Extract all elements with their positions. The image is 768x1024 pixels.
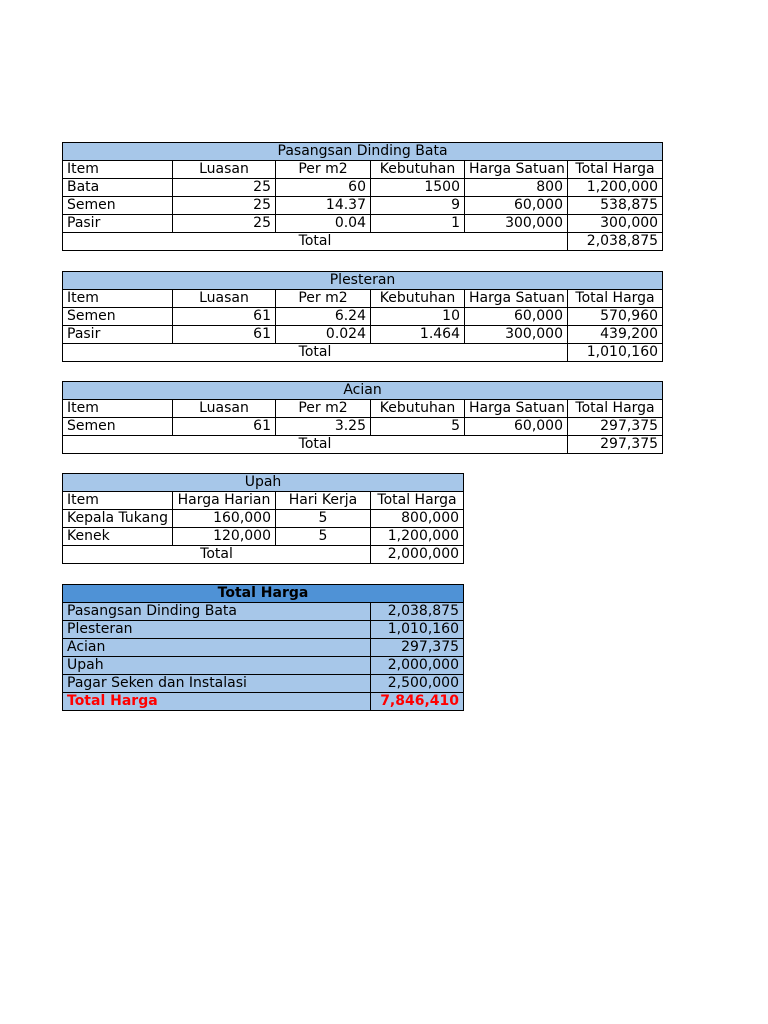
header-per-m2[interactable]: Per m2 bbox=[276, 290, 371, 308]
table-row bbox=[63, 197, 663, 215]
total-row bbox=[63, 546, 464, 564]
grand-total-value[interactable]: 7,846,410 bbox=[371, 693, 464, 711]
cell-total-harga[interactable]: 570,960 bbox=[568, 308, 663, 326]
header-luasan[interactable]: Luasan bbox=[173, 400, 276, 418]
cell-luasan[interactable]: 25 bbox=[173, 179, 276, 197]
cell-total-harga[interactable]: 1,200,000 bbox=[371, 528, 464, 546]
cell-total-harga[interactable]: 1,200,000 bbox=[568, 179, 663, 197]
table-row bbox=[63, 326, 663, 344]
header-harga-harian[interactable]: Harga Harian bbox=[173, 492, 276, 510]
table-row bbox=[63, 528, 464, 546]
header-per-m2[interactable]: Per m2 bbox=[276, 400, 371, 418]
header-kebutuhan[interactable]: Kebutuhan bbox=[371, 290, 465, 308]
total-label[interactable]: Total bbox=[63, 233, 568, 251]
upah-title[interactable]: Upah bbox=[63, 474, 464, 492]
header-item[interactable]: Item bbox=[63, 290, 173, 308]
header-harga-satuan[interactable]: Harga Satuan bbox=[465, 400, 568, 418]
pasangan-table bbox=[62, 142, 663, 251]
header-kebutuhan[interactable]: Kebutuhan bbox=[371, 400, 465, 418]
total-value[interactable]: 2,038,875 bbox=[568, 233, 663, 251]
grand-total-row bbox=[63, 693, 464, 711]
summary-row bbox=[63, 603, 464, 621]
summary-label[interactable]: Plesteran bbox=[63, 621, 371, 639]
plesteran-title[interactable]: Plesteran bbox=[63, 272, 663, 290]
pasangan-header-row bbox=[63, 161, 663, 179]
acian-table bbox=[62, 381, 663, 454]
cell-total-harga[interactable]: 800,000 bbox=[371, 510, 464, 528]
cell-hari-kerja[interactable]: 5 bbox=[276, 528, 371, 546]
summary-label[interactable]: Pagar Seken dan Instalasi bbox=[63, 675, 371, 693]
acian-title[interactable]: Acian bbox=[63, 382, 663, 400]
header-hari-kerja[interactable]: Hari Kerja bbox=[276, 492, 371, 510]
cell-harga-satuan[interactable]: 60,000 bbox=[465, 418, 568, 436]
total-value[interactable]: 297,375 bbox=[568, 436, 663, 454]
summary-value[interactable]: 2,500,000 bbox=[371, 675, 464, 693]
header-harga-satuan[interactable]: Harga Satuan bbox=[465, 290, 568, 308]
cell-hari-kerja[interactable]: 5 bbox=[276, 510, 371, 528]
cell-per-m2[interactable]: 6.24 bbox=[276, 308, 371, 326]
summary-value[interactable]: 1,010,160 bbox=[371, 621, 464, 639]
cell-total-harga[interactable]: 439,200 bbox=[568, 326, 663, 344]
header-per-m2[interactable]: Per m2 bbox=[276, 161, 371, 179]
upah-table bbox=[62, 473, 464, 564]
cell-kebutuhan[interactable]: 1 bbox=[371, 215, 465, 233]
header-harga-satuan[interactable]: Harga Satuan bbox=[465, 161, 568, 179]
cell-luasan[interactable]: 25 bbox=[173, 215, 276, 233]
cell-item[interactable]: Semen bbox=[63, 197, 173, 215]
total-row bbox=[63, 344, 663, 362]
summary-label[interactable]: Acian bbox=[63, 639, 371, 657]
acian-header-row bbox=[63, 400, 663, 418]
cell-harga-satuan[interactable]: 60,000 bbox=[465, 197, 568, 215]
summary-value[interactable]: 2,000,000 bbox=[371, 657, 464, 675]
cell-per-m2[interactable]: 60 bbox=[276, 179, 371, 197]
cell-harga-harian[interactable]: 160,000 bbox=[173, 510, 276, 528]
summary-table bbox=[62, 584, 464, 711]
table-row bbox=[63, 308, 663, 326]
cell-per-m2[interactable]: 14.37 bbox=[276, 197, 371, 215]
cell-item[interactable]: Pasir bbox=[63, 326, 173, 344]
cell-kebutuhan[interactable]: 1.464 bbox=[371, 326, 465, 344]
cell-luasan[interactable]: 61 bbox=[173, 326, 276, 344]
plesteran-header-row bbox=[63, 290, 663, 308]
cell-item[interactable]: Bata bbox=[63, 179, 173, 197]
cell-item[interactable]: Semen bbox=[63, 308, 173, 326]
header-total-harga[interactable]: Total Harga bbox=[371, 492, 464, 510]
cell-luasan[interactable]: 61 bbox=[173, 308, 276, 326]
header-item[interactable]: Item bbox=[63, 161, 173, 179]
total-label[interactable]: Total bbox=[63, 546, 371, 564]
summary-label[interactable]: Pasangsan Dinding Bata bbox=[63, 603, 371, 621]
plesteran-table bbox=[62, 271, 663, 362]
cell-luasan[interactable]: 25 bbox=[173, 197, 276, 215]
header-total-harga[interactable]: Total Harga bbox=[568, 161, 663, 179]
header-luasan[interactable]: Luasan bbox=[173, 290, 276, 308]
pasangan-title[interactable]: Pasangsan Dinding Bata bbox=[63, 143, 663, 161]
header-item[interactable]: Item bbox=[63, 492, 173, 510]
cell-kebutuhan[interactable]: 9 bbox=[371, 197, 465, 215]
header-luasan[interactable]: Luasan bbox=[173, 161, 276, 179]
table-row bbox=[63, 510, 464, 528]
total-row bbox=[63, 233, 663, 251]
summary-value[interactable]: 2,038,875 bbox=[371, 603, 464, 621]
total-label[interactable]: Total bbox=[63, 344, 568, 362]
grand-total-label[interactable]: Total Harga bbox=[63, 693, 371, 711]
table-row bbox=[63, 418, 663, 436]
total-label[interactable]: Total bbox=[63, 436, 568, 454]
cell-item[interactable]: Semen bbox=[63, 418, 173, 436]
summary-value[interactable]: 297,375 bbox=[371, 639, 464, 657]
summary-title[interactable]: Total Harga bbox=[63, 585, 464, 603]
summary-row bbox=[63, 621, 464, 639]
cell-total-harga[interactable]: 300,000 bbox=[568, 215, 663, 233]
cell-harga-harian[interactable]: 120,000 bbox=[173, 528, 276, 546]
cell-harga-satuan[interactable]: 300,000 bbox=[465, 326, 568, 344]
cell-total-harga[interactable]: 538,875 bbox=[568, 197, 663, 215]
summary-label[interactable]: Upah bbox=[63, 657, 371, 675]
cell-per-m2[interactable]: 0.024 bbox=[276, 326, 371, 344]
upah-header-row bbox=[63, 492, 464, 510]
cell-item[interactable]: Kenek bbox=[63, 528, 173, 546]
cell-harga-satuan[interactable]: 300,000 bbox=[465, 215, 568, 233]
header-total-harga[interactable]: Total Harga bbox=[568, 400, 663, 418]
cell-harga-satuan[interactable]: 800 bbox=[465, 179, 568, 197]
total-row bbox=[63, 436, 663, 454]
header-item[interactable]: Item bbox=[63, 400, 173, 418]
cell-item[interactable]: Pasir bbox=[63, 215, 173, 233]
cell-per-m2[interactable]: 3.25 bbox=[276, 418, 371, 436]
cell-per-m2[interactable]: 0.04 bbox=[276, 215, 371, 233]
total-value[interactable]: 1,010,160 bbox=[568, 344, 663, 362]
cell-total-harga[interactable]: 297,375 bbox=[568, 418, 663, 436]
table-row bbox=[63, 179, 663, 197]
summary-row bbox=[63, 657, 464, 675]
table-row bbox=[63, 215, 663, 233]
cell-kebutuhan[interactable]: 5 bbox=[371, 418, 465, 436]
summary-row bbox=[63, 675, 464, 693]
cell-kebutuhan[interactable]: 10 bbox=[371, 308, 465, 326]
cell-harga-satuan[interactable]: 60,000 bbox=[465, 308, 568, 326]
cell-luasan[interactable]: 61 bbox=[173, 418, 276, 436]
cell-kebutuhan[interactable]: 1500 bbox=[371, 179, 465, 197]
total-value[interactable]: 2,000,000 bbox=[371, 546, 464, 564]
cell-item[interactable]: Kepala Tukang bbox=[63, 510, 173, 528]
summary-row bbox=[63, 639, 464, 657]
header-kebutuhan[interactable]: Kebutuhan bbox=[371, 161, 465, 179]
header-total-harga[interactable]: Total Harga bbox=[568, 290, 663, 308]
